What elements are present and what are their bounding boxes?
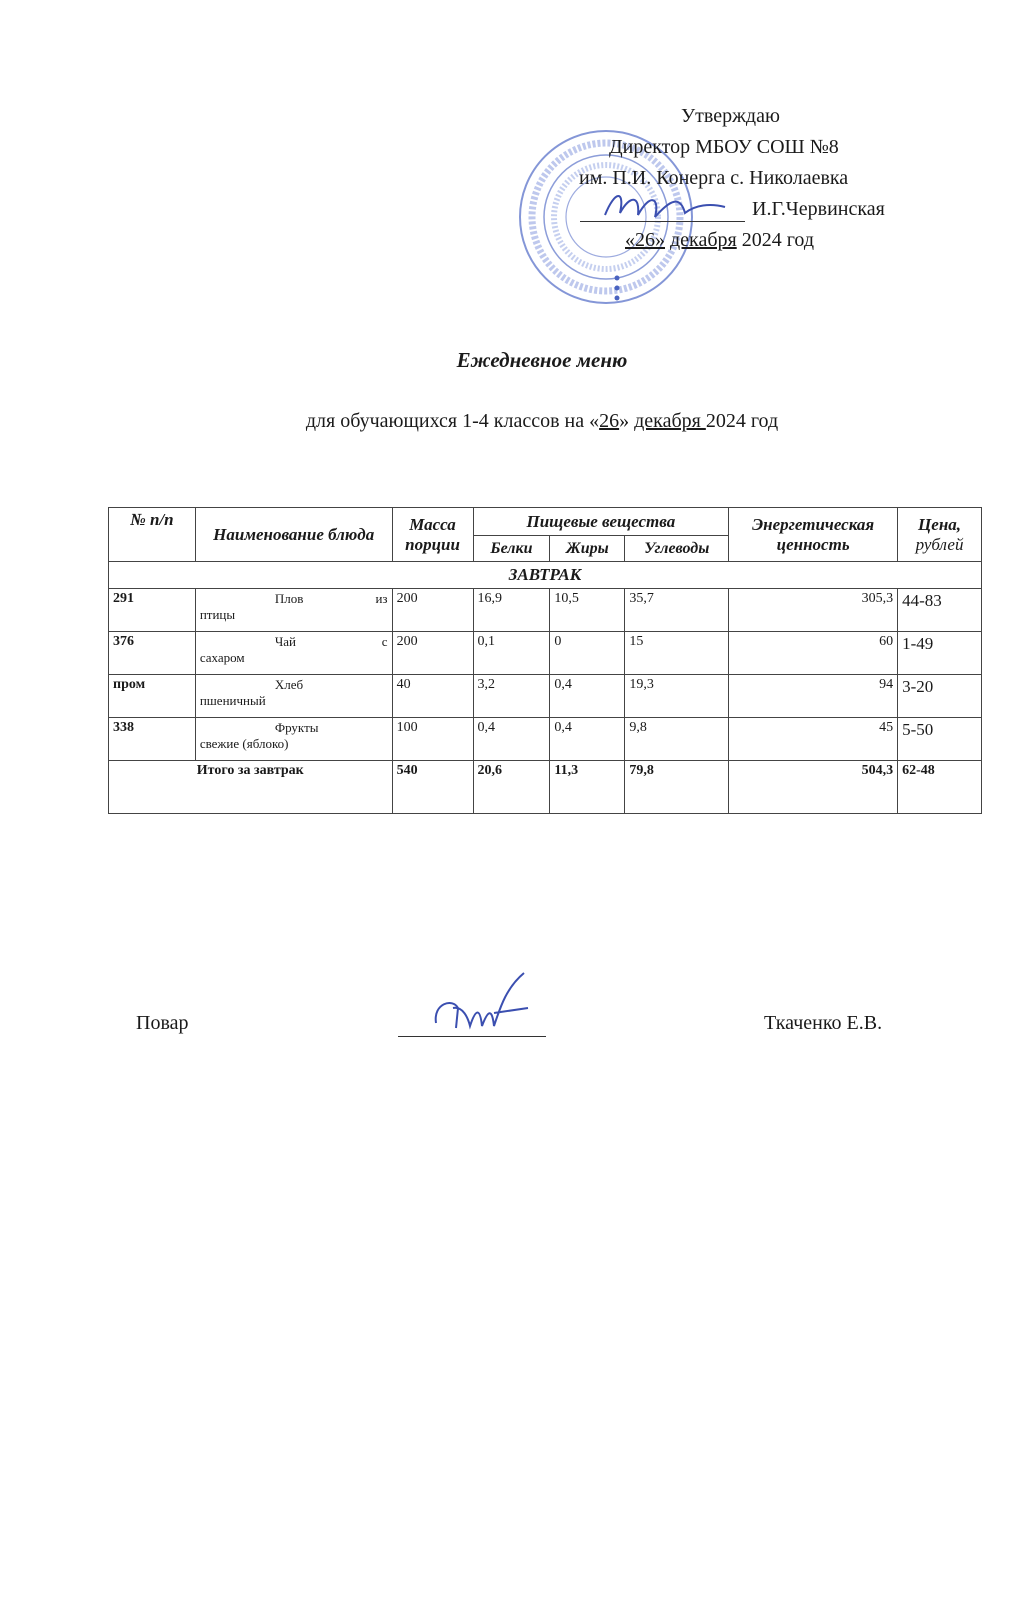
total-carbs: 79,8: [625, 761, 729, 814]
dish-protein: 3,2: [473, 675, 550, 718]
header-carbs: Углеводы: [625, 536, 729, 562]
dish-name-part: Плов: [274, 591, 304, 606]
dish-carbs: 35,7: [625, 589, 729, 632]
dish-energy: 305,3: [729, 589, 898, 632]
total-row: [109, 761, 982, 814]
dish-name: [195, 632, 392, 675]
dish-fat: 0: [550, 632, 625, 675]
dish-code: 376: [109, 632, 196, 675]
table-row: [109, 632, 982, 675]
dish-price: 5-50: [898, 718, 982, 761]
total-fat: 11,3: [550, 761, 625, 814]
header-protein: Белки: [473, 536, 550, 562]
total-protein: 20,6: [473, 761, 550, 814]
header-mass: Масса порции: [392, 508, 473, 562]
dish-price: 3-20: [898, 675, 982, 718]
total-energy: 504,3: [729, 761, 898, 814]
dish-price: 1-49: [898, 632, 982, 675]
dish-name-part: пшеничный: [199, 693, 266, 708]
total-label: Итого за завтрак: [109, 761, 393, 814]
dish-carbs: 15: [625, 632, 729, 675]
dish-code: 291: [109, 589, 196, 632]
section-breakfast: ЗАВТРАК: [109, 562, 982, 589]
header-price-label: Цена,: [918, 514, 962, 534]
header-name: Наименование блюда: [195, 508, 392, 562]
dish-price: 44-83: [898, 589, 982, 632]
dish-mass: 100: [392, 718, 473, 761]
cook-name: Ткаченко Е.В.: [764, 1012, 883, 1034]
dish-name: [195, 718, 392, 761]
date-day: «26»: [625, 229, 665, 251]
dish-name-part: сахаром: [199, 650, 245, 665]
dish-fat: 0,4: [550, 675, 625, 718]
cook-signature: [428, 968, 538, 1038]
director-signature: [600, 185, 730, 225]
dish-energy: 60: [729, 632, 898, 675]
cook-role: Повар: [136, 1012, 189, 1034]
cook-signature-line: [398, 1000, 546, 1037]
header-nutrients: Пищевые вещества: [473, 508, 729, 536]
table-row: [109, 589, 982, 632]
subtitle-mid: »: [619, 410, 635, 432]
document-title: Ежедневное меню: [456, 348, 628, 372]
director-name: И.Г.Червинская: [752, 198, 885, 220]
subtitle-year: 2024 год: [705, 410, 779, 432]
menu-table: [108, 507, 982, 814]
date-month: декабря: [670, 229, 737, 251]
header-price: [898, 508, 982, 562]
dish-name: [195, 675, 392, 718]
dish-name-part: Чай: [274, 634, 297, 649]
subtitle-month: декабря: [634, 410, 706, 432]
dish-carbs: 9,8: [625, 718, 729, 761]
dish-mass: 200: [392, 589, 473, 632]
dish-name-part: из: [375, 591, 388, 606]
dish-name: [195, 589, 392, 632]
subtitle-day: 26: [599, 410, 620, 432]
table-row: [109, 718, 982, 761]
dish-name-part: Фрукты: [274, 720, 319, 735]
dish-name-part: с: [381, 634, 388, 649]
total-price: 62-48: [898, 761, 982, 814]
dish-mass: 200: [392, 632, 473, 675]
approval-date: [625, 224, 814, 256]
dish-protein: 0,1: [473, 632, 550, 675]
signature-line: [580, 193, 745, 222]
dish-fat: 10,5: [550, 589, 625, 632]
dish-protein: 16,9: [473, 589, 550, 632]
dish-code: 338: [109, 718, 196, 761]
dish-mass: 40: [392, 675, 473, 718]
approval-heading: Утверждаю: [681, 105, 780, 127]
dish-energy: 45: [729, 718, 898, 761]
table-row: [109, 675, 982, 718]
dish-carbs: 19,3: [625, 675, 729, 718]
dish-protein: 0,4: [473, 718, 550, 761]
header-energy: Энергетическая ценность: [729, 508, 898, 562]
total-mass: 540: [392, 761, 473, 814]
header-fat: Жиры: [550, 536, 625, 562]
dish-energy: 94: [729, 675, 898, 718]
dish-code: пром: [109, 675, 196, 718]
dish-name-part: птицы: [199, 607, 236, 622]
header-num: № п/п: [109, 508, 196, 562]
subtitle-prefix: для обучающихся 1-4 классов на «: [305, 410, 600, 432]
approval-position: Директор МБОУ СОШ №8: [609, 136, 839, 158]
header-price-unit: рублей: [915, 534, 964, 554]
dish-name-part: свежие (яблоко): [199, 736, 289, 751]
document-subtitle: [0, 410, 1024, 433]
approval-school: им. П.И. Конерга с. Николаевка: [579, 167, 849, 189]
dish-name-part: Хлеб: [274, 677, 304, 692]
dish-fat: 0,4: [550, 718, 625, 761]
date-year: 2024 год: [741, 229, 815, 251]
